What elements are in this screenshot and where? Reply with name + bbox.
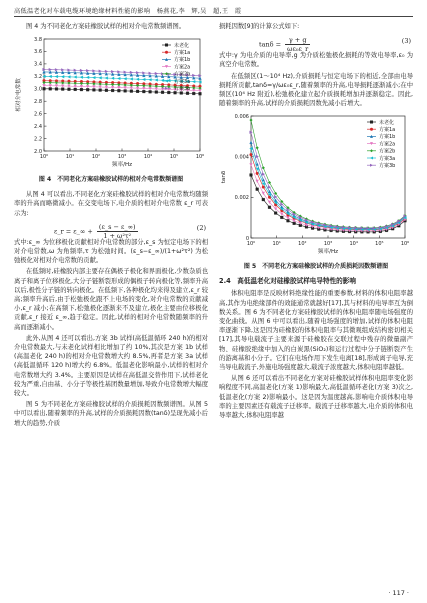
legend-marker [370, 128, 373, 131]
data-point [93, 89, 96, 92]
x-tick-label: 10⁰ [39, 154, 49, 161]
data-point [74, 76, 77, 79]
y-tick-label: 3.2 [34, 74, 42, 81]
data-point [55, 88, 58, 91]
equation-2-numerator: (ε_s − ε_∞) [98, 222, 136, 231]
data-point [61, 88, 64, 91]
data-point [86, 76, 89, 79]
y-tick-label: 3.0 [34, 86, 42, 93]
legend-label: 方案3b [379, 163, 396, 170]
legend-marker [370, 164, 373, 167]
paragraph: 在低频时,硅橡胶内部主要存在偶极子极化和界面极化,少数杂质也离子和离子位移极化,大分子链断裂形成的偶极子转向极化等,频率升高以后,极性分子链的转向极化。在低频下,各种极化均来得及建立,ε_r 较高;频率升高后,由于松弛极化跟不上电场的变化,对介电常数的贡献减小,ε_r 减小;在高频下,松弛极化逐渐来不及建立,极化主要由位移极化贡献,ε_r 接近 ε_∞,趋于稳定。因此,试样的相对介电常数随频率的升高而逐渐减小。 [14, 268, 208, 331]
data-point [93, 76, 96, 79]
equation-3-number: (3) [401, 37, 411, 46]
x-tick-label: 10⁶ [400, 241, 410, 248]
data-point [268, 186, 271, 189]
data-point [124, 78, 127, 81]
data-point [256, 172, 259, 175]
figure-5-loss-chart [219, 110, 413, 260]
legend-marker [370, 121, 373, 124]
x-tick-label: 10² [91, 154, 101, 161]
x-tick-label: 10³ [323, 241, 333, 248]
data-point [180, 92, 183, 95]
data-point [256, 147, 259, 150]
data-point [167, 91, 170, 94]
data-point [61, 75, 64, 78]
data-point [280, 213, 283, 216]
x-tick-label: 10² [298, 241, 307, 248]
legend-label: 方案2b [379, 149, 396, 156]
legend-label: 方案3a [174, 79, 191, 86]
page-number: · 117 · [388, 589, 409, 597]
y-axis-label: 相对介电常数 [16, 78, 22, 112]
legend-marker [165, 51, 168, 54]
data-point [155, 91, 158, 94]
right-column [219, 22, 413, 422]
left-column [14, 22, 208, 430]
equation-3 [219, 33, 413, 54]
data-point [250, 164, 253, 167]
figure-5-caption: 图 5 不同老化方案硅橡胶试样的介质损耗因数频谱图 [243, 263, 389, 271]
equation-3-lhs: tanδ = [259, 40, 284, 49]
paragraph: 在低频区(1～10⁴ Hz),介质损耗与恒定电场下的相近,全部由电导损耗所贡献,tanδ=γ/ωε₀ε_r,随着频率的升高,电导损耗逐渐减小;在中频区(10⁴ Hz 附近),松弛极化建立起介质损耗增加并逐渐稳定。因此,随着频率的升高,试样的介质损耗因数先减小后增大。 [219, 72, 413, 108]
paragraph: 此外,从图 4 还可以看出,方案 3b 试样(高低温循环 240 h)的相对介电常数最大,与未老化试样相比增加了约 10%,其次是方案 1b 试样(高温老化 240 h)的相对介电常数增大约 8.5%,再者是方案 3a 试样(高低温循环 120 h)增大约 6.8%。低温老化影响最小,试样的相对介电常数增大约 3.4%。主要原因是试样在高低温交替作用下,试样老化较为严重,自由基、小分子等极性基团数量增加,导致介电常数增大幅度较大。 [14, 334, 208, 398]
data-point [130, 78, 133, 81]
legend-marker [165, 44, 168, 47]
data-point [262, 186, 265, 189]
x-axis-label: 频率/Hz [111, 162, 133, 169]
legend-marker [370, 150, 373, 153]
paragraph: 式中:γ 为电介质的电导率,g 为介质松弛极化损耗的等效电导率,ε₀ 为真空介电常数。 [219, 52, 413, 69]
y-axis-label: tanδ [221, 171, 227, 184]
y-tick-label: 0 [245, 236, 249, 243]
data-point [186, 92, 189, 95]
legend-marker [165, 80, 168, 83]
data-point [250, 141, 253, 144]
data-point [250, 119, 253, 122]
x-tick-label: 10⁴ [349, 241, 358, 248]
x-tick-label: 10¹ [272, 241, 281, 248]
header-rule [14, 16, 413, 17]
data-point [105, 77, 108, 80]
data-point [117, 89, 120, 92]
data-point [256, 188, 259, 191]
x-axis-label: 频率/Hz [317, 249, 339, 256]
equation-2-denominator: 1 + ω²τ² [103, 231, 132, 240]
data-point [136, 90, 139, 93]
legend-label: 方案2a [174, 64, 191, 71]
paragraph: 体积电阻率是反映材料绝缘性能的重要参数,材料的体积电阻率越高,其作为电绝缘部件的效能通常就越好[17],其与材料的电导率互为倒数关系。图 6 为不同老化方案硅橡胶试样的体积电阻率随电场强度的变化曲线。从图 6 中可以看出,随着电场强度的增加,试样的体积电阻率逐渐下降,这是因为硅橡胶的体积电阻率与其微观组成结构密切相关[17],其导电载流子主要来源于硅橡胶在交联过程中残存的微量副产物、硅橡胶绝缘中加入的白炭黑(SiO₂)和运行过程中分子链断裂产生的游离基和小分子。它们在电场作用下发生电离[18],形成离子电导,充当导电载流子,外施电场强度越大,载流子浓度越大,体积电阻率越低。 [219, 290, 413, 372]
legend-label: 方案1b [379, 134, 396, 141]
data-point [256, 180, 259, 183]
data-point [268, 206, 271, 209]
data-point [161, 91, 164, 94]
equation-3-numerator: γ + g [285, 36, 310, 45]
data-point [124, 90, 127, 93]
data-point [199, 93, 202, 96]
legend-label: 未老化 [379, 120, 395, 127]
figure-4-dielectric-chart [14, 33, 208, 173]
data-point [149, 91, 152, 94]
data-point [86, 89, 89, 92]
data-point [149, 79, 152, 82]
data-point [142, 78, 145, 81]
x-tick-label: 10¹ [65, 154, 75, 161]
figure-4-caption: 图 4 不同老化方案硅橡胶试样的相对介电常数频谱图 [38, 176, 184, 184]
legend-label: 方案1b [174, 57, 191, 64]
section-heading: 2.4 高低温老化对硅橡胶试样电导特性的影响 [219, 277, 356, 286]
y-tick-label: 2.4 [34, 124, 42, 131]
y-tick-label: 2.8 [34, 99, 42, 106]
data-point [268, 182, 271, 185]
equation-2-number: (2) [196, 223, 206, 232]
data-point [80, 76, 83, 79]
data-point [250, 174, 253, 177]
equation-2 [14, 220, 208, 238]
data-point [68, 76, 71, 79]
y-tick-label: 0.006 [234, 114, 249, 121]
legend-label: 方案1a [174, 50, 191, 57]
y-tick-label: 0.002 [234, 195, 249, 202]
data-point [111, 89, 114, 92]
legend-label: 方案2a [379, 141, 396, 148]
legend-label: 方案1a [379, 127, 396, 134]
data-point [192, 80, 195, 83]
data-point [111, 77, 114, 80]
data-point [136, 78, 139, 81]
data-point [262, 167, 265, 170]
data-point [49, 88, 52, 91]
legend-label: 未老化 [174, 43, 190, 50]
equation-3-denominator: ωε₀ε_r [287, 45, 309, 54]
y-tick-label: 0.004 [234, 154, 249, 161]
paragraph: 从图 4 可以看出,不同老化方案硅橡胶试样的相对介电常数均随频率的升高而略微减小。在交变电场下,电介质的相对介电常数 ε_r 可表示为: [14, 191, 208, 217]
equation-2-lhs: ε_r = ε_∞ + [54, 227, 95, 236]
data-point [155, 79, 158, 82]
paragraph: 式中:ε_∞ 为位移极化贡献相对介电常数的部分,ε_s 为恒定电场下的相对介电常数,ω 为角频率,τ 为松弛时间。(ε_s−ε_∞)/(1+ω²τ²) 为松弛极化对相对介电常数的贡献。 [14, 238, 208, 265]
x-tick-label: 10³ [117, 154, 127, 161]
data-point [287, 217, 290, 220]
x-tick-label: 10⁵ [375, 241, 384, 248]
data-point [99, 89, 102, 92]
y-tick-label: 2.2 [34, 136, 42, 143]
paragraph: 图 5 为不同老化方案硅橡胶试样的介质损耗因数频谱图。从图 5 中可以看出,随着频率的升高,试样的介质损耗因数(tanδ)呈现先减小后增大的趋势,介质 [14, 401, 208, 427]
data-point [142, 90, 145, 93]
paragraph: 图 4 为不同老化方案硅橡胶试样的相对介电常数频谱图。 [26, 23, 186, 30]
x-tick-label: 10⁵ [169, 154, 179, 161]
data-point [262, 199, 265, 202]
data-point [192, 92, 195, 95]
data-point [274, 212, 277, 215]
y-tick-label: 3.6 [34, 49, 42, 56]
data-point [117, 77, 120, 80]
paragraph: 从图 6 还可以看出不同老化方案对硅橡胶试样体积电阻率变化影响程度不同,高温老化(方案 1)影响最大,高低温循环老化(方案 3)次之,低温老化(方案 2)影响最小。这是因为温度越高,影响电介质体积电导率的主要因素还有载流子迁移率。载流子迁移率越大,电介质的体积电导率越大,体积电阻率越 [219, 375, 413, 420]
data-point [280, 216, 283, 219]
legend-label: 方案2b [174, 71, 191, 78]
y-tick-label: 2.0 [34, 149, 42, 156]
paragraph: 损耗因数[9]的计算公式如下: [219, 23, 300, 30]
data-point [262, 173, 265, 176]
x-tick-label: 10⁰ [246, 241, 256, 248]
legend-marker [370, 157, 373, 160]
data-point [105, 89, 108, 92]
data-point [74, 88, 77, 91]
legend-label: 方案3b [174, 86, 191, 93]
y-tick-label: 3.8 [34, 37, 42, 44]
legend-label: 方案3a [379, 156, 396, 163]
data-point [55, 75, 58, 78]
data-point [287, 220, 290, 223]
data-point [49, 75, 52, 78]
data-point [99, 77, 102, 80]
running-header: 高低温老化对车载电缆环境绝缘材料性能的影响 杨燕花,李 辉,吴 超,王 霞 [14, 8, 242, 15]
y-tick-label: 2.6 [34, 111, 42, 118]
data-point [130, 90, 133, 93]
data-point [80, 88, 83, 91]
x-tick-label: 10⁴ [143, 154, 153, 161]
data-point [250, 154, 253, 157]
data-point [68, 88, 71, 91]
data-point [43, 88, 46, 91]
y-tick-label: 3.4 [34, 61, 42, 68]
x-tick-label: 10⁶ [195, 154, 205, 161]
